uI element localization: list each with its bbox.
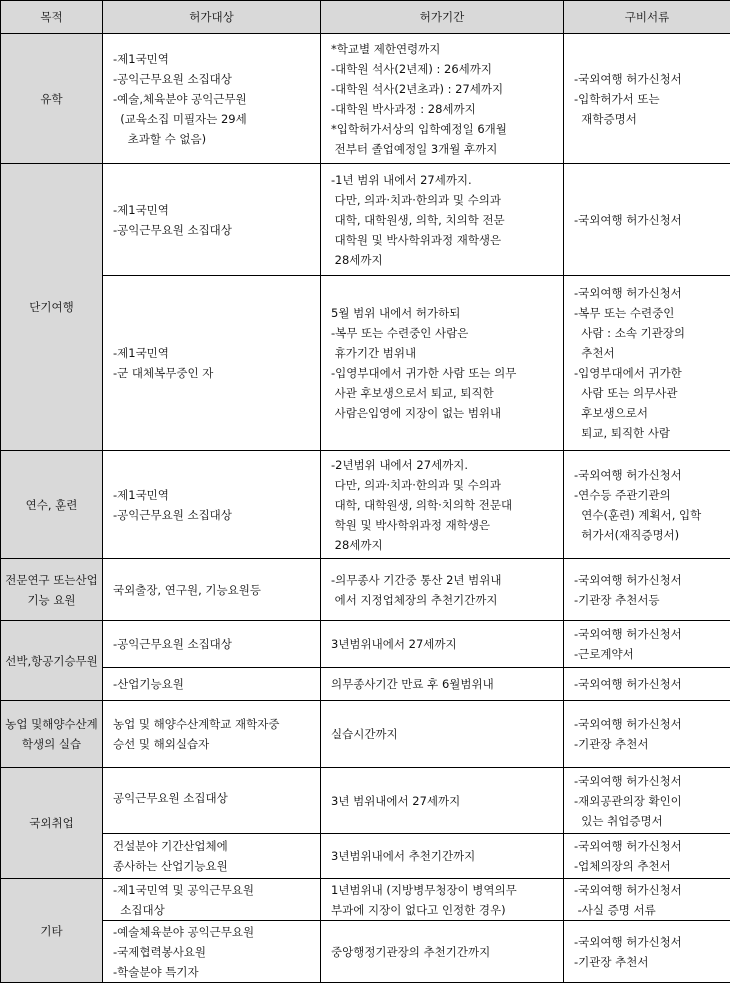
cell-line: -국외여행 허가신청서 <box>574 627 682 641</box>
cell-line: 기타 <box>40 923 63 938</box>
period-cell <box>321 451 564 559</box>
target-cell <box>103 668 321 701</box>
cell-line: -국외여행 허가신청서 <box>574 212 682 227</box>
cell-line: 3년범위내에서 27세까지 <box>331 637 457 651</box>
cell-line: 유학 <box>40 91 63 106</box>
target-cell <box>103 879 321 921</box>
cell-line: (교육소집 미필자는 29세 <box>113 111 247 126</box>
target-cell <box>103 559 321 621</box>
cell-line: -근로계약서 <box>574 647 634 661</box>
table-row <box>1 768 730 834</box>
cell-line: 연수, 훈련 <box>25 497 78 512</box>
cell-line: -의무종사 기간중 통산 2년 범위내 <box>331 572 502 587</box>
cell-line: -국외여행 허가신청서 <box>574 773 682 788</box>
cell-line: -기관장 추천서 <box>574 954 649 969</box>
cell-line: -국외여행 허가신청서 <box>574 572 682 587</box>
cell-line: 산업기능 요원 <box>27 572 98 607</box>
cell-line: -국제협력봉사요원 <box>113 944 207 959</box>
category-cell <box>1 164 103 451</box>
cell-line: 3년범위내에서 추천기간까지 <box>331 849 476 863</box>
cell-line: -입학허가서 또는 <box>574 91 660 106</box>
period-cell <box>321 276 564 451</box>
cell-line: 28세까지 <box>331 537 383 552</box>
cell-line: -제1국민역 <box>113 51 169 66</box>
cell-line: 사관 후보생으로서 퇴교, 퇴직한 <box>331 386 494 400</box>
cell-line: -연수등 주관기관의 <box>574 487 671 502</box>
table-row <box>1 559 730 621</box>
table-row <box>1 621 730 668</box>
table-row <box>1 668 730 701</box>
table-row <box>1 451 730 559</box>
cell-line: 다만, 의과·치과·한의과 및 수의과 <box>331 192 502 207</box>
cell-line: -재외공관의장 확인이 <box>574 793 682 808</box>
header-purpose: 목적 <box>1 1 103 34</box>
cell-line: -대학원 석사(2년초과) : 27세까지 <box>331 81 504 96</box>
category-cell <box>1 34 103 164</box>
cell-line: -국외여행 허가신청서 <box>574 71 682 86</box>
cell-line: -제1국민역 <box>113 487 169 502</box>
cell-line: 퇴교, 퇴직한 사람 <box>574 426 671 440</box>
cell-line: 에서 지정업체장의 추천기간까지 <box>331 592 498 607</box>
documents-cell <box>564 621 730 668</box>
documents-cell <box>564 921 730 983</box>
documents-cell <box>564 834 730 879</box>
cell-line: -국외여행 허가신청서 <box>574 717 682 731</box>
documents-cell <box>564 276 730 451</box>
table-row <box>1 701 730 768</box>
cell-line: -공익근무요원 소집대상 <box>113 222 232 237</box>
cell-line: 종사하는 산업기능요원 <box>113 859 228 873</box>
cell-line: -1년 범위 내에서 27세까지. <box>331 172 472 187</box>
cell-line: 국외취업 <box>29 816 74 830</box>
cell-line: 선박,항공기 <box>5 653 65 668</box>
period-cell <box>321 621 564 668</box>
cell-line: 대학, 대학원생, 의학, 치의학 전문 <box>331 212 505 227</box>
cell-line: -예술,체육분야 공익근무원 <box>113 91 247 106</box>
target-cell <box>103 451 321 559</box>
cell-line: -국외여행 허가신청서 <box>574 934 682 949</box>
cell-line: 학원 및 박사학위과정 재학생은 <box>331 517 491 532</box>
cell-line: 휴가기간 범위내 <box>331 346 417 360</box>
documents-cell <box>564 559 730 621</box>
table-row <box>1 34 730 164</box>
cell-line: 사람은입영에 지장이 없는 범위내 <box>331 406 502 420</box>
cell-line: -공익근무요원 소집대상 <box>113 71 232 86</box>
cell-line: 재학증명서 <box>574 111 637 126</box>
category-cell <box>1 879 103 983</box>
cell-line: 대학, 대학원생, 의학·치의학 전문대 <box>331 497 513 512</box>
header-period: 허가기간 <box>321 1 564 34</box>
cell-line: -국외여행 허가신청서 <box>574 286 682 300</box>
period-cell <box>321 559 564 621</box>
cell-line: 농업 및 해양수산계학교 재학자중 <box>113 717 280 731</box>
cell-line: 대학원 및 박사학위과정 재학생은 <box>331 232 502 247</box>
category-cell <box>1 768 103 879</box>
cell-line: 3년 범위내에서 27세까지 <box>331 793 461 808</box>
cell-line: 5월 범위 내에서 허가하되 <box>331 306 461 320</box>
period-cell <box>321 164 564 276</box>
table-row <box>1 879 730 921</box>
cell-line: 사람 : 소속 기관장의 <box>574 326 686 340</box>
cell-line: 학생의 실습 <box>21 737 82 751</box>
table-row <box>1 164 730 276</box>
cell-line: 부과에 지장이 없다고 인정한 경우) <box>331 902 506 917</box>
period-cell <box>321 701 564 768</box>
cell-line: -제1국민역 및 공익근무요원 <box>113 882 254 897</box>
documents-cell <box>564 164 730 276</box>
cell-line: 있는 취업증명서 <box>574 813 663 828</box>
cell-line: -2년범위 내에서 27세까지. <box>331 457 469 472</box>
category-cell <box>1 621 103 701</box>
cell-line: 국외출장, 연구원, 기능요원등 <box>113 582 261 597</box>
cell-line: 실습시간까지 <box>331 727 398 741</box>
cell-line: -제1국민역 <box>113 346 169 360</box>
period-cell <box>321 879 564 921</box>
header-documents: 구비서류 <box>564 1 730 34</box>
target-cell <box>103 621 321 668</box>
cell-line: -학술분야 특기자 <box>113 964 199 979</box>
cell-line: 연수(훈련) 계획서, 입학 <box>574 507 702 522</box>
cell-line: *학교별 제한연령까지 <box>331 41 441 56</box>
cell-line: -사실 증명 서류 <box>574 902 656 917</box>
cell-line: 해양수산계 <box>42 717 98 731</box>
cell-line: 전부터 졸업예정일 3개월 후까지 <box>331 141 498 156</box>
category-cell <box>1 451 103 559</box>
cell-line: 중앙행정기관장의 추천기간까지 <box>331 944 491 959</box>
documents-cell <box>564 668 730 701</box>
cell-line: -국외여행 허가신청서 <box>574 467 682 482</box>
cell-line: 전문연구 또는 <box>5 572 76 587</box>
target-cell <box>103 164 321 276</box>
cell-line: 의무종사기간 만료 후 6월범위내 <box>331 677 494 691</box>
cell-line: 28세까지 <box>331 252 383 267</box>
cell-line: 다만, 의과·치과·한의과 및 수의과 <box>331 477 502 492</box>
cell-line: -업체의장의 추천서 <box>574 859 671 873</box>
documents-cell <box>564 879 730 921</box>
cell-line: -기관장 추천서 <box>574 737 649 751</box>
cell-line: 소집대상 <box>113 902 165 917</box>
table-row <box>1 834 730 879</box>
cell-line: 단기여행 <box>29 300 74 314</box>
cell-line: 초과할 수 없음) <box>113 131 207 146</box>
cell-line: 1년범위내 (지방병무청장이 병역의무 <box>331 882 517 897</box>
documents-cell <box>564 768 730 834</box>
cell-line: -복무 또는 수련중인 사람은 <box>331 326 469 340</box>
table-row <box>1 276 730 451</box>
cell-line: 농업 및 <box>5 717 43 731</box>
period-cell <box>321 834 564 879</box>
cell-line: 허가서(재직증명서) <box>574 527 680 542</box>
header-target: 허가대상 <box>103 1 321 34</box>
table-row <box>1 921 730 983</box>
documents-cell <box>564 451 730 559</box>
cell-line: -대학원 석사(2년제) : 26세까지 <box>331 61 493 76</box>
cell-line: -공익근무요원 소집대상 <box>113 637 232 651</box>
period-cell <box>321 768 564 834</box>
cell-line: *입학허가서상의 입학예정일 6개월 <box>331 121 507 136</box>
cell-line: -국외여행 허가신청서 <box>574 677 682 691</box>
cell-line: -입영부대에서 귀가한 사람 또는 의무 <box>331 366 517 380</box>
cell-line: -대학원 박사과정 : 28세까지 <box>331 101 476 116</box>
cell-line: 건설분야 기간산업체에 <box>113 839 228 853</box>
cell-line: 후보생으로서 <box>574 406 648 420</box>
documents-cell <box>564 701 730 768</box>
cell-line: -산업기능요원 <box>113 677 184 691</box>
cell-line: 사람 또는 의무사관 <box>574 386 678 400</box>
target-cell <box>103 768 321 834</box>
cell-line: -복무 또는 수련중인 <box>574 306 675 320</box>
cell-line: -국외여행 허가신청서 <box>574 839 682 853</box>
cell-line: -예술체육분야 공익근무요원 <box>113 924 255 939</box>
cell-line: -제1국민역 <box>113 202 169 217</box>
target-cell <box>103 701 321 768</box>
period-cell <box>321 668 564 701</box>
target-cell <box>103 834 321 879</box>
period-cell <box>321 34 564 164</box>
period-cell <box>321 921 564 983</box>
target-cell <box>103 276 321 451</box>
header-row <box>1 1 730 34</box>
cell-line: 승무원 <box>64 653 98 668</box>
category-cell <box>1 701 103 768</box>
cell-line: -국외여행 허가신청서 <box>574 882 682 897</box>
cell-line: 공익근무요원 소집대상 <box>113 791 228 805</box>
cell-line: 승선 및 해외실습자 <box>113 737 210 751</box>
cell-line: -기관장 추천서등 <box>574 592 660 607</box>
cell-line: -입영부대에서 귀가한 <box>574 366 682 380</box>
cell-line: -군 대체복무중인 자 <box>113 366 214 380</box>
cell-line: 추천서 <box>574 346 615 360</box>
category-cell <box>1 559 103 621</box>
target-cell <box>103 921 321 983</box>
documents-cell <box>564 34 730 164</box>
cell-line: -공익근무요원 소집대상 <box>113 507 232 522</box>
target-cell <box>103 34 321 164</box>
